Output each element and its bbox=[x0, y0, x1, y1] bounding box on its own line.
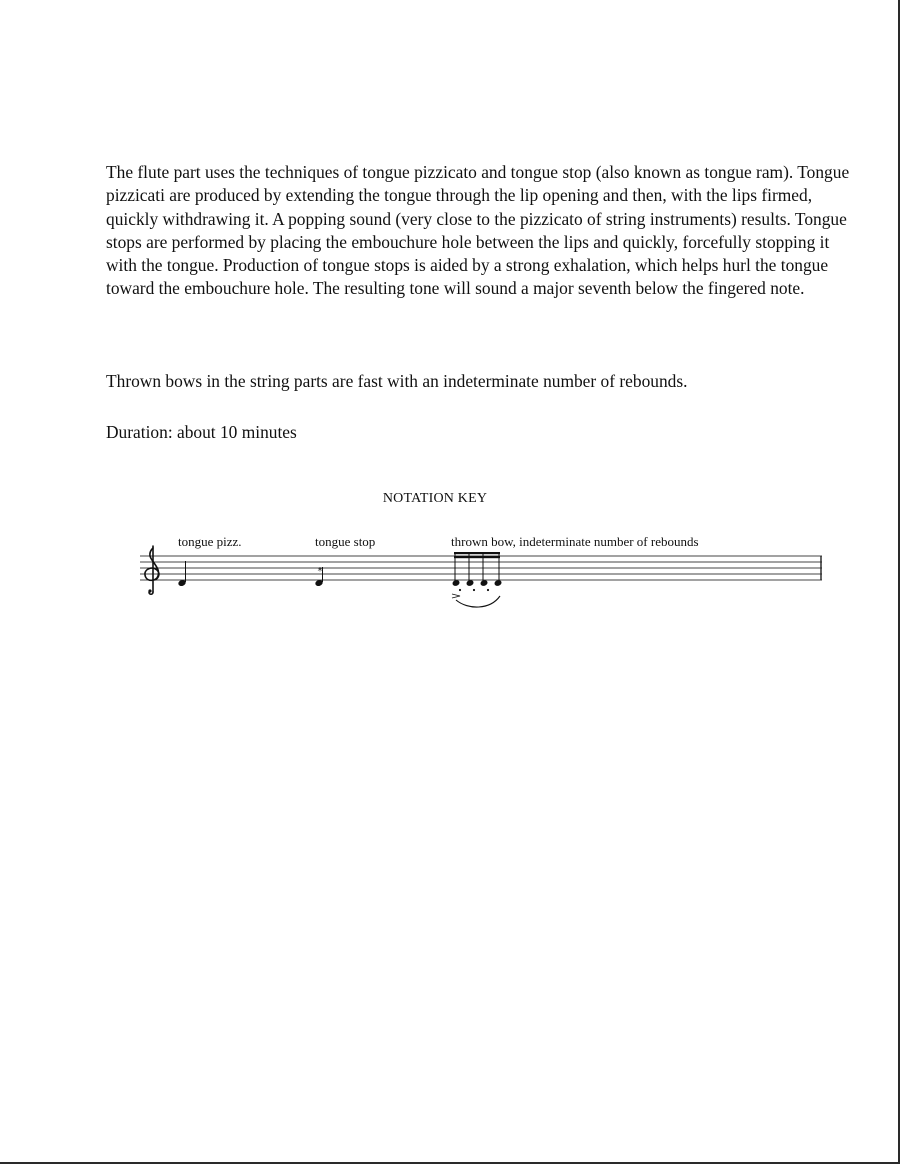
tongue-stop-label: tongue stop bbox=[315, 534, 376, 549]
notation-key-title: NOTATION KEY bbox=[382, 491, 488, 506]
treble-clef-icon bbox=[145, 546, 159, 594]
tongue-stop-note bbox=[314, 566, 323, 587]
asterisk-icon: * bbox=[317, 566, 323, 577]
staff-lines bbox=[140, 556, 822, 580]
thrown-bows-paragraph: Thrown bows in the string parts are fast with an indeterminate number of rebounds. bbox=[106, 371, 688, 391]
thrown-bow-notes bbox=[452, 552, 503, 607]
accent-icon bbox=[452, 594, 460, 598]
slur-icon bbox=[456, 596, 500, 607]
tongue-pizz-label: tongue pizz. bbox=[178, 534, 242, 549]
duration-paragraph: Duration: about 10 minutes bbox=[106, 422, 297, 442]
tongue-pizz-note bbox=[177, 561, 186, 587]
thrown-bow-label: thrown bow, indeterminate number of rebounds bbox=[451, 534, 699, 549]
flute-technique-paragraph: The flute part uses the techniques of tongue pizzicato and tongue stop (also known as tongue ram). Tongue pizzicati are produced by extending the tongue through the lip opening and then, with the lips firmed, quickly withdrawing it. A popping sound (very close to the pizzicato of string instruments) results. Tongue stops are performed by placing the embouchure hole between the lips and quickly, forcefully stopping it with the tongue. Production of tongue stops is aided by a strong exhalation, which helps hurl the tongue toward the embouchure hole. The resulting tone will sound a major seventh below the fingered note. bbox=[106, 162, 850, 299]
